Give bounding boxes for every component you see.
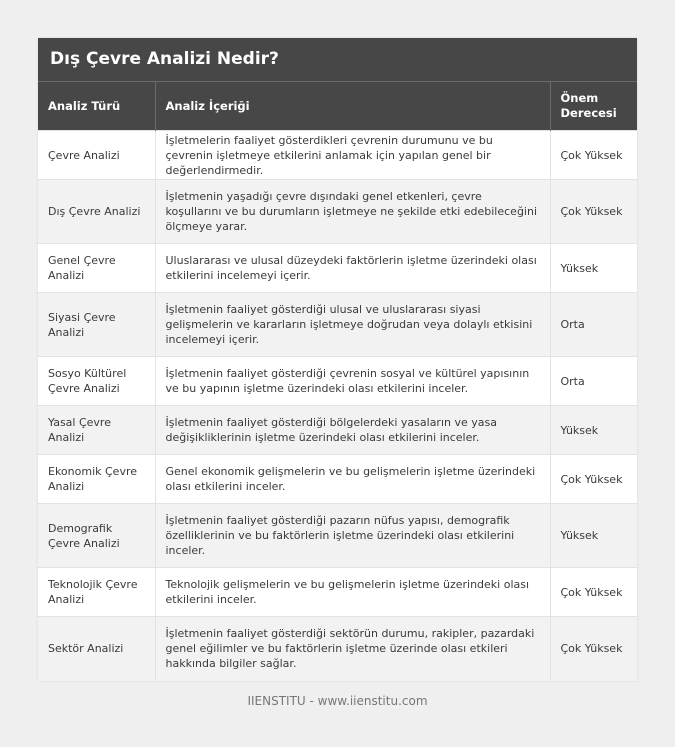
header-row — [38, 82, 637, 131]
cell-importance: Çok Yüksek — [550, 617, 637, 681]
cell-content: İşletmenin yaşadığı çevre dışındaki genel etkenleri, çevre koşullarını ve bu durumların işletmeye ne şekilde etki edebileceğini ölçmeye yarar. — [155, 180, 550, 244]
cell-type: Çevre Analizi — [38, 131, 155, 180]
cell-importance: Yüksek — [550, 244, 637, 293]
cell-type: Genel Çevre Analizi — [38, 244, 155, 293]
analysis-table — [38, 82, 637, 681]
table-row — [38, 617, 637, 681]
table-row — [38, 406, 637, 455]
cell-importance: Çok Yüksek — [550, 131, 637, 180]
cell-content: Teknolojik gelişmelerin ve bu gelişmelerin işletme üzerindeki olası etkilerini inceler. — [155, 568, 550, 617]
header-analysis-type: Analiz Türü — [38, 82, 155, 131]
cell-type: Siyasi Çevre Analizi — [38, 293, 155, 357]
header-analysis-content: Analiz İçeriği — [155, 82, 550, 131]
table-row — [38, 455, 637, 504]
cell-type: Ekonomik Çevre Analizi — [38, 455, 155, 504]
cell-type: Teknolojik Çevre Analizi — [38, 568, 155, 617]
cell-content: İşletmenin faaliyet gösterdiği ulusal ve uluslararası siyasi gelişmelerin ve kararların işletmeye doğrudan veya dolaylı etkisini incelemeyi içerir. — [155, 293, 550, 357]
cell-content: Genel ekonomik gelişmelerin ve bu gelişmelerin işletme üzerindeki olası etkilerini inceler. — [155, 455, 550, 504]
cell-content: İşletmenin faaliyet gösterdiği bölgelerdeki yasaların ve yasa değişikliklerinin işletme üzerindeki olası etkilerini inceler. — [155, 406, 550, 455]
cell-importance: Çok Yüksek — [550, 455, 637, 504]
table-row — [38, 244, 637, 293]
table-title: Dış Çevre Analizi Nedir? — [38, 38, 637, 82]
cell-content: İşletmenin faaliyet gösterdiği sektörün durumu, rakipler, pazardaki genel eğilimler ve bu faktörlerin işletme üzerinde olası etkileri hakkında bilgiler sağlar. — [155, 617, 550, 681]
cell-content: İşletmenin faaliyet gösterdiği pazarın nüfus yapısı, demografik özelliklerinin ve bu faktörlerin işletme üzerindeki olası etkilerini inceler. — [155, 504, 550, 568]
table-row — [38, 180, 637, 244]
cell-content: İşletmenin faaliyet gösterdiği çevrenin sosyal ve kültürel yapısının ve bu yapının işletme üzerindeki olası etkilerini inceler. — [155, 357, 550, 406]
cell-content: İşletmelerin faaliyet gösterdikleri çevrenin durumunu ve bu çevrenin işletmeye etkilerini anlamak için yapılan genel bir değerlendirmedir. — [155, 131, 550, 180]
cell-type: Dış Çevre Analizi — [38, 180, 155, 244]
cell-type: Demografik Çevre Analizi — [38, 504, 155, 568]
header-importance: Önem Derecesi — [550, 82, 637, 131]
cell-importance: Yüksek — [550, 406, 637, 455]
cell-content: Uluslararası ve ulusal düzeydeki faktörlerin işletme üzerindeki olası etkilerini incelemeyi içerir. — [155, 244, 550, 293]
table-row — [38, 504, 637, 568]
table-row — [38, 293, 637, 357]
table-card — [38, 38, 637, 681]
footer-credit: IIENSTITU - www.iienstitu.com — [247, 694, 428, 708]
cell-importance: Orta — [550, 357, 637, 406]
table-row — [38, 568, 637, 617]
cell-importance: Yüksek — [550, 504, 637, 568]
cell-importance: Çok Yüksek — [550, 568, 637, 617]
cell-type: Yasal Çevre Analizi — [38, 406, 155, 455]
cell-type: Sosyo Kültürel Çevre Analizi — [38, 357, 155, 406]
cell-importance: Çok Yüksek — [550, 180, 637, 244]
cell-type: Sektör Analizi — [38, 617, 155, 681]
table-row — [38, 357, 637, 406]
table-row — [38, 131, 637, 180]
cell-importance: Orta — [550, 293, 637, 357]
